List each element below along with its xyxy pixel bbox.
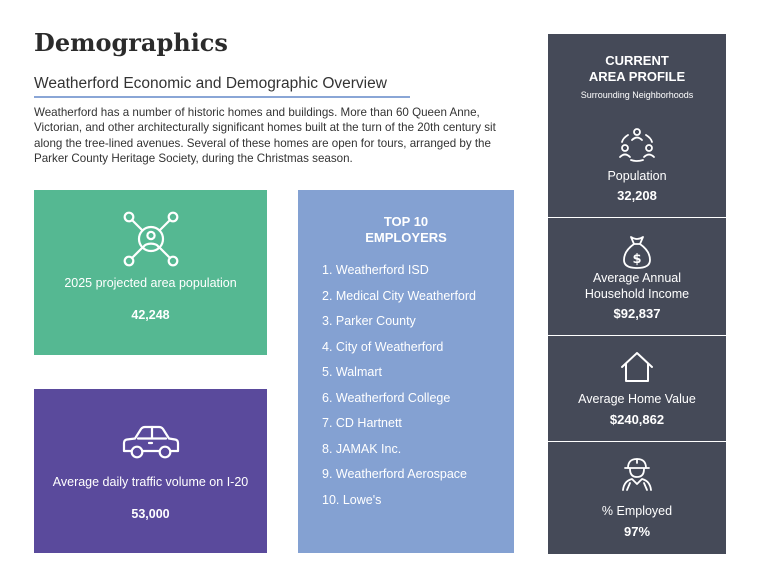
employers-list: [322, 262, 476, 517]
population-stat: [548, 124, 726, 219]
people-cycle-icon: [618, 126, 656, 162]
top-employers-title: [298, 214, 514, 246]
population-value: 32,208: [617, 188, 657, 203]
household-income-value: $92,837: [613, 306, 661, 321]
projected-population-label: 2025 projected area population: [64, 276, 237, 290]
car-icon: [121, 423, 181, 461]
projected-population-value: 42,248: [131, 308, 170, 322]
employed-stat: [548, 442, 726, 554]
household-income-label: [548, 270, 726, 302]
projected-population-card: [34, 190, 267, 355]
employer-item: 2. Medical City Weatherford: [322, 288, 476, 303]
area-profile-subtitle: Surrounding Neighborhoods: [580, 90, 694, 100]
house-icon: [620, 350, 654, 384]
money-bag-icon: [621, 234, 653, 270]
employer-item: 7. CD Hartnett: [322, 416, 402, 430]
home-value-label: Average Home Value: [578, 392, 696, 406]
household-income-stat: [548, 224, 726, 334]
employer-item: 5. Walmart: [322, 365, 382, 379]
employer-item: 3. Parker County: [322, 314, 416, 328]
intro-paragraph: Weatherford has a number of historic homes and buildings. More than 60 Queen Anne, Victorian, and other architecturally significant homes built at the turn of the 20th century sit along the tree-lined avenues. Several of these homes are open for tours, arranged by the Parker County Heritage Society, during the Christmas season.: [34, 106, 496, 166]
employer-item: 6. Weatherford College: [322, 390, 451, 405]
employed-label: % Employed: [601, 504, 673, 518]
svg-text:$: $: [632, 252, 642, 267]
top-employers-title-line1: TOP 10: [383, 214, 429, 229]
area-profile-title-line2: AREA PROFILE: [588, 69, 686, 84]
traffic-label: Average daily traffic volume on I-20: [52, 475, 249, 489]
household-income-label-line2: Household Income: [584, 287, 690, 301]
home-value-value: $240,862: [609, 412, 665, 427]
area-profile-title-line1: CURRENT: [605, 53, 669, 68]
employer-item: 4. City of Weatherford: [322, 339, 444, 354]
employer-item: 8. JAMAK Inc.: [322, 441, 402, 456]
page-title: Demographics: [34, 28, 228, 57]
employer-item: 1. Weatherford ISD: [322, 263, 429, 277]
population-label: Population: [607, 169, 667, 183]
stat-divider: [548, 217, 726, 218]
page-subtitle: Weatherford Economic and Demographic Overview: [34, 75, 410, 98]
area-profile-title: [548, 53, 726, 85]
network-person-icon: [119, 206, 183, 270]
worker-icon: [620, 456, 654, 492]
home-value-stat: [548, 336, 726, 442]
top-employers-card: [298, 190, 514, 553]
area-profile-panel: [548, 34, 726, 554]
household-income-label-line1: Average Annual: [592, 271, 682, 285]
employer-item: 10. Lowe's: [322, 492, 382, 507]
employer-item: 9. Weatherford Aerospace: [322, 467, 467, 481]
traffic-value: 53,000: [131, 507, 170, 521]
top-employers-title-line2: EMPLOYERS: [365, 230, 447, 245]
traffic-card: [34, 389, 267, 553]
employed-value: 97%: [623, 524, 651, 539]
